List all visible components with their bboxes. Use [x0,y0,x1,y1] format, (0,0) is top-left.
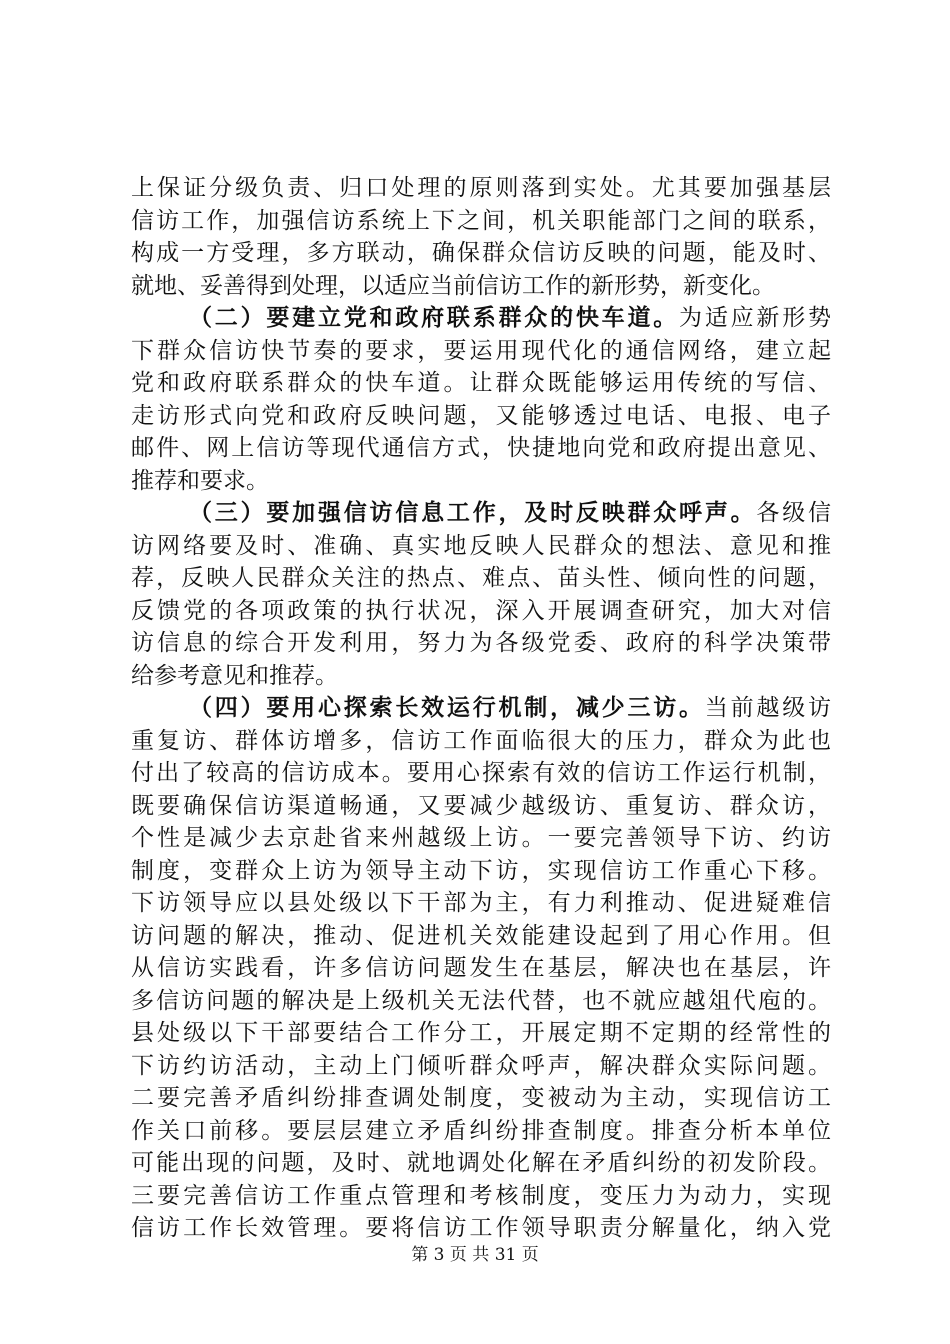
line-text: 二要完善矛盾纠纷排查调处制度，变被动为主动，实现信访工 [131,1085,831,1111]
document-body [131,172,831,1245]
line-text: 构成一方受理，多方联动，确保群众信访反映的问题，能及时、 [131,240,831,266]
paragraph-line [131,335,831,368]
line-text: 下群众信访快节奏的要求，要运用现代化的通信网络，建立起 [131,337,831,364]
line-text: 访信息的综合开发利用，努力为各级党委、政府的科学决策带 [131,630,831,656]
line-text: 县处级以下干部要结合工作分工，开展定期不定期的经常性的 [131,1020,831,1046]
line-text: 各级信 [756,500,831,526]
paragraph-line [131,725,831,758]
paragraph-line [131,1017,831,1050]
line-text: 下访领导应以县处级以下干部为主，有力利推动、促进疑难信 [131,890,831,916]
paragraph-line [131,822,831,855]
line-text: 付出了较高的信访成本。要用心探索有效的信访工作运行机制， [131,760,831,786]
line-text: 下访约访活动，主动上门倾听群众呼声，解决群众实际问题。 [131,1052,831,1079]
line-text: 走访形式向党和政府反映问题，又能够透过电话、电报、电子 [131,402,831,429]
line-text: 个性是减少去京赴省来州越级上访。一要完善领导下访、约访 [131,825,831,851]
paragraph-line [131,952,831,985]
paragraph-line [131,757,831,790]
line-text: 访问题的解决，推动、促进机关效能建设起到了用心作用。但 [131,922,831,949]
paragraph-line [131,205,831,238]
paragraph-line [131,1115,831,1148]
line-text: 荐，反映人民群众关注的热点、难点、苗头性、倾向性的问题， [131,565,831,591]
section-heading: （四）要用心探索长效运行机制，减少三访。 [189,694,705,721]
paragraph-line [131,237,831,270]
paragraph-line [131,920,831,953]
paragraph-line [131,985,831,1018]
paragraph-line [131,1212,831,1245]
paragraph-line [131,367,831,400]
paragraph-line [131,1147,831,1180]
line-text: 制度，变群众上访为领导主动下访，实现信访工作重心下移。 [131,857,831,884]
paragraph-line [131,790,831,823]
paragraph-line [131,172,831,205]
paragraph-line [131,270,831,303]
line-text: 重复访、群体访增多，信访工作面临很大的压力，群众为此也 [131,727,831,754]
paragraph-line [131,1050,831,1083]
line-text: 给参考意见和推荐。 [131,662,338,689]
paragraph-line [131,562,831,595]
paragraph-line [131,530,831,563]
paragraph-line [131,887,831,920]
line-text: 就地、妥善得到处理，以适应当前信访工作的新形势，新变化。 [131,272,775,299]
line-text: 多信访问题的解决是上级机关无法代替，也不就应越俎代庖的。 [131,987,831,1014]
paragraph-line [131,595,831,628]
line-text: 信访工作长效管理。要将信访工作领导职责分解量化，纳入党 [131,1215,831,1241]
line-text: 上保证分级负责、归口处理的原则落到实处。尤其要加强基层 [131,175,831,201]
line-text: 邮件、网上信访等现代通信方式，快捷地向党和政府提出意见、 [131,435,831,461]
line-text: 既要确保信访渠道畅通，又要减少越级访、重复访、群众访， [131,792,831,819]
paragraph-line [131,1180,831,1213]
section-heading-line [131,692,831,725]
line-text: 作关口前移。要层层建立矛盾纠纷排查制度。排查分析本单位 [131,1117,831,1144]
line-text: 访网络要及时、准确、真实地反映人民群众的想法、意见和推 [131,532,831,559]
line-text: 三要完善信访工作重点管理和考核制度，变压力为动力，实现 [131,1182,831,1209]
paragraph-line [131,660,831,693]
line-text: 推荐和要求。 [131,467,269,494]
line-text: 为适应新形势 [679,305,831,331]
paragraph-line [131,400,831,433]
paragraph-line [131,1082,831,1115]
paragraph-line [131,432,831,465]
section-heading-line [131,302,831,335]
page-footer: 第 3 页 共 31 页 [411,1245,539,1265]
line-text: 可能出现的问题，及时、就地调处化解在矛盾纠纷的初发阶段。 [131,1150,831,1176]
line-text: 信访工作，加强信访系统上下之间，机关职能部门之间的联系， [131,207,831,234]
line-text: 从信访实践看，许多信访问题发生在基层，解决也在基层，许 [131,955,831,981]
line-text: 反馈党的各项政策的执行状况，深入开展调查研究，加大对信 [131,597,831,624]
section-heading: （二）要建立党和政府联系群众的快车道。 [189,304,680,331]
paragraph-line [131,855,831,888]
line-text: 当前越级访 [704,695,831,721]
section-heading: （三）要加强信访信息工作，及时反映群众呼声。 [189,499,757,526]
section-heading-line [131,497,831,530]
paragraph-line [131,627,831,660]
line-text: 党和政府联系群众的快车道。让群众既能够运用传统的写信、 [131,370,831,396]
paragraph-line [131,465,831,498]
